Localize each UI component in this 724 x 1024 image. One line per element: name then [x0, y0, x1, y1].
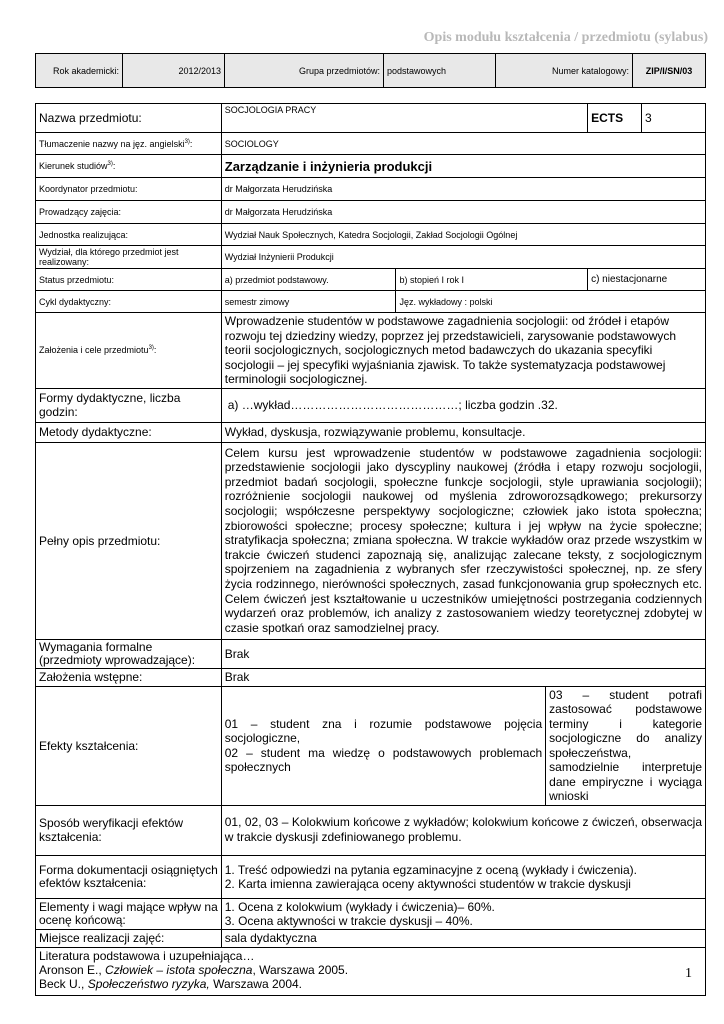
literature-item: Beck U., Społeczeństwo ryzyka, Warszawa 2004. — [39, 976, 303, 991]
page-number: 1 — [685, 966, 692, 981]
status-mode: c) niestacjonarne — [588, 269, 706, 291]
documentation-label: Forma dokumentacji osiągniętych efektów kształcenia: — [36, 855, 222, 898]
academic-year-value: 2012/2013 — [123, 54, 225, 88]
forms-label: Formy dydaktyczne, liczba godzin: — [36, 388, 222, 422]
methods-label: Metody dydaktyczne: — [36, 422, 222, 442]
faculty-label: Wydział, dla którego przedmiot jest realizowany: — [36, 246, 222, 269]
course-name-value: SOCJOLOGIA PRACY — [221, 104, 587, 133]
documentation-value: 1. Treść odpowiedzi na pytania egzaminacyjne z oceną (wykłady i ćwiczenia). 2. Karta imienna zawierająca oceny aktywności studentów w trakcie dyskusji — [221, 855, 705, 898]
methods-value: Wykład, dyskusja, rozwiązywanie problemu, konsultacje. — [221, 422, 705, 442]
description-label: Pełny opis przedmiotu: — [36, 442, 222, 639]
outcomes-label: Efekty kształcenia: — [36, 686, 222, 805]
academic-year-label: Rok akademicki: — [36, 54, 123, 88]
description-value: Celem kursu jest wprowadzenie studentów w podstawowe zagadnienia socjologii: przedstawienie socjologii jako dyscypliny naukowej (źródła i etapy rozwoju socjologii, przedmiot badań socjologii, społeczne funkcje socjologii, style uprawiania socjologii); rozróżnienie socjologii naukowej od myślenia zdroworozsądkowego; prekursorzy socjologii; współczesne perspektywy socjologiczne; człowiek jako istota społeczna; zbiorowości społeczne; procesy społeczne; kultura i jej wpływ na życie społeczne; stratyfikacja społeczna; zmiana społeczna. W trakcie wykładów oraz przede wszystkim w trakcie ćwiczeń studenci zapoznają się, analizując zalecane teksty, z socjologicznym spojrzeniem na zagadnienia z wybranych sfer rzeczywistości społecznej, np. ze sfery życia rodzinnego, nierówności społecznych, zasad funkcjonowania grup społecznych etc. Celem ćwiczeń jest kształtowanie u uczestników umiejętności postrzegania codziennych wydarzeń oraz problemów, ich analizy z zastosowaniem wiedzy teoretycznej zdobytej w czasie spotkań oraz samodzielnej pracy. — [221, 442, 705, 639]
verification-label: Sposób weryfikacji efektów kształcenia: — [36, 805, 222, 855]
ects-value: 3 — [642, 104, 706, 133]
prerequisites-label: Założenia wstępne: — [36, 668, 222, 686]
prerequisites-value: Brak — [221, 668, 705, 686]
coordinator-label: Koordynator przedmiotu: — [36, 178, 222, 201]
outcomes-skills: 03 – student potrafi zastosować podstawowe terminy i kategorie socjologiczne do analizy społeczeństwa, samodzielnie interpretuje dane empiryczne i wyciąga wnioski — [546, 686, 706, 805]
subject-group-value: podstawowych — [384, 54, 496, 88]
unit-label: Jednostka realizująca: — [36, 224, 222, 246]
catalog-number-label: Numer katalogowy: — [496, 54, 633, 88]
catalog-number-value: ZIP/I/SN/03 — [633, 54, 706, 88]
coordinator-value: dr Małgorzata Herudzińska — [221, 178, 705, 201]
forms-value: a) …wykład……………………………………; liczba godzin .32. — [221, 388, 705, 422]
cycle-value: semestr zimowy — [221, 291, 396, 313]
ects-label: ECTS — [588, 104, 642, 133]
syllabus-table — [35, 103, 706, 996]
course-name-label: Nazwa przedmiotu: — [36, 104, 222, 133]
place-value: sala dydaktyczna — [221, 929, 705, 947]
faculty-value: Wydział Inżynierii Produkcji — [221, 246, 705, 269]
language-value: Jęz. wykładowy : polski — [396, 291, 706, 313]
status-level: b) stopień I rok I — [396, 269, 588, 291]
outcomes-knowledge: 01 – student zna i rozumie podstawowe pojęcia socjologiczne, 02 – student ma wiedzę o podstawowych problemach społecznych — [221, 686, 545, 805]
teacher-value: dr Małgorzata Herudzińska — [221, 201, 705, 224]
requirements-value: Brak — [221, 639, 705, 668]
cycle-label: Cykl dydaktyczny: — [36, 291, 222, 313]
verification-value: 01, 02, 03 – Kolokwium końcowe z wykładów; kolokwium końcowe z ćwiczeń, obserwacja w trakcie dyskusji zdefiniowanego problemu. — [221, 805, 705, 855]
teacher-label: Prowadzący zajęcia: — [36, 201, 222, 224]
requirements-label: Wymagania formalne (przedmioty wprowadzające): — [36, 639, 222, 668]
goals-label: Założenia i cele przedmiotu$^{3)}$: — [36, 313, 222, 389]
literature-title: Literatura podstawowa i uzupełniająca… — [39, 948, 255, 963]
subject-group-label: Grupa przedmiotów: — [225, 54, 384, 88]
direction-value: Zarządzanie i inżynieria produkcji — [221, 155, 705, 178]
translation-label: Tłumaczenie nazwy na jęz. angielski$^{3)}$: — [36, 133, 222, 155]
document-header-title: Opis modułu kształcenia / przedmiotu (sylabus) — [423, 30, 708, 45]
weights-label: Elementy i wagi mające wpływ na ocenę końcową: — [36, 898, 222, 929]
literature-cell — [36, 947, 706, 995]
unit-value: Wydział Nauk Społecznych, Katedra Socjologii, Zakład Socjologii Ogólnej — [221, 224, 705, 246]
course-meta-table — [35, 53, 706, 88]
status-type: a) przedmiot podstawowy. — [221, 269, 396, 291]
status-label: Status przedmiotu: — [36, 269, 222, 291]
translation-value: SOCIOLOGY — [221, 133, 705, 155]
literature-item: Aronson E., Człowiek – istota społeczna, Warszawa 2005. — [39, 962, 349, 977]
weights-value: 1. Ocena z kolokwium (wykłady i ćwiczenia)– 60%. 3. Ocena aktywności w trakcie dyskusji – 40%. — [221, 898, 705, 929]
place-label: Miejsce realizacji zajęć: — [36, 929, 222, 947]
direction-label: Kierunek studiów$^{3)}$: — [36, 155, 222, 178]
goals-value: Wprowadzenie studentów w podstawowe zagadnienia socjologii: od źródeł i etapów rozwoju tej dziedziny wiedzy, poprzez jej przedstawicieli, zarysowanie podstawowych teorii socjologicznych, socjologicznych metod badawczych do ukazania specyfiki socjologii – jej specyfiki wyjaśniania zjawisk. To także systematyzacja podstawowej terminologii socjologicznej. — [221, 313, 705, 389]
